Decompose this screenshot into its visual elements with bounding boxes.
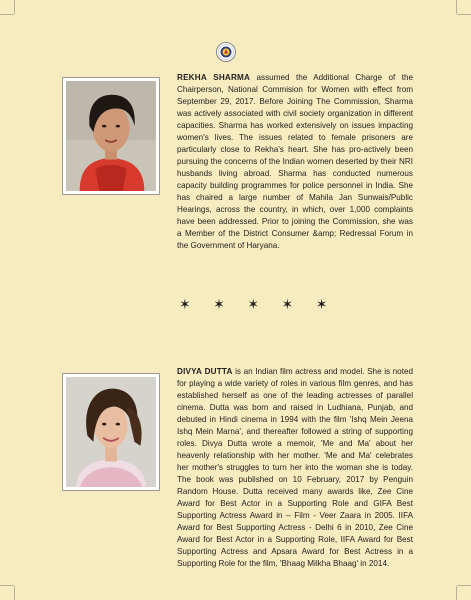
crop-mark: [0, 585, 14, 586]
star-divider: ✶ ✶ ✶ ✶ ✶: [179, 297, 337, 313]
crop-mark: [457, 14, 471, 15]
profile-name: REKHA SHARMA: [177, 73, 251, 82]
crop-mark: [456, 586, 457, 600]
crop-mark: [14, 586, 15, 600]
crop-mark: [0, 14, 14, 15]
crop-mark: [14, 0, 15, 14]
crop-mark: [456, 0, 457, 14]
divya-dutta-photo: [62, 373, 160, 491]
profile-bio-text: assumed the Additional Charge of the Chairperson, National Commision for Women with effect from September 29, 2017. Before Joining The Commission, Sharma was actively associated with civil society organization in different capacities. Sharma has worked extensively on issues impacting women's lives. The issues related to female prisoners are particularly close to Rekha's heart. She has pro-actively been pursuing the concerns of the Indian women deserted by their NRI husbands living abroad. Sharma has conducted numerous capacity building programmes for police personnel in India. She has chaired a large number of Mahila Jan Sunwais/Public Hearings, across the country, in which, over 1,000 complaints have been addressed. Prior to joining the Commission, she was a Member of the District Consumer &amp; Redressal Forum in the Government of Haryana.: [177, 73, 413, 250]
divya-dutta-bio: [177, 366, 413, 570]
crop-mark: [457, 585, 471, 586]
commission-emblem-icon: [216, 42, 236, 62]
profile-name: DIVYA DUTTA: [177, 367, 233, 376]
profile-bio-text: is an Indian film actress and model. She is noted for playing a wide variety of roles in various film genres, and has established herself as one of the leading actresses of parallel cinema. Dutta was born and raised in Ludhiana, Punjab, and debuted in Hindi cinema in 1994 with the film 'Ishq Mein Jeena Ishq Mein Marna', and thereafter followed a string of supporting roles. Divya Dutta wrote a memoir, 'Me and Ma' about her heavenly relationship with her mother. 'Me and Ma' celebrates her mother's struggles to turn her into the woman she is today. The book was published on 10 February, 2017 by Penguin Random House. Dutta received many awards like, Zee Cine Award for Best Actor in a Supporting Role and GIFA Best Supporting Actress Award in – Film - Veer Zaara in 2005. IIFA Award for Best Supporting Actress - Delhi 6 in 2010, Zee Cine Award for Best Actor in a Supporting Role, IIFA Award for Best Supporting Actress and Apsara Award for Best Actress in a Supporting Role for the film, 'Bhaag Milkha Bhaag' in 2014.: [177, 367, 413, 568]
rekha-sharma-photo: [62, 77, 160, 195]
rekha-sharma-bio: [177, 72, 413, 252]
